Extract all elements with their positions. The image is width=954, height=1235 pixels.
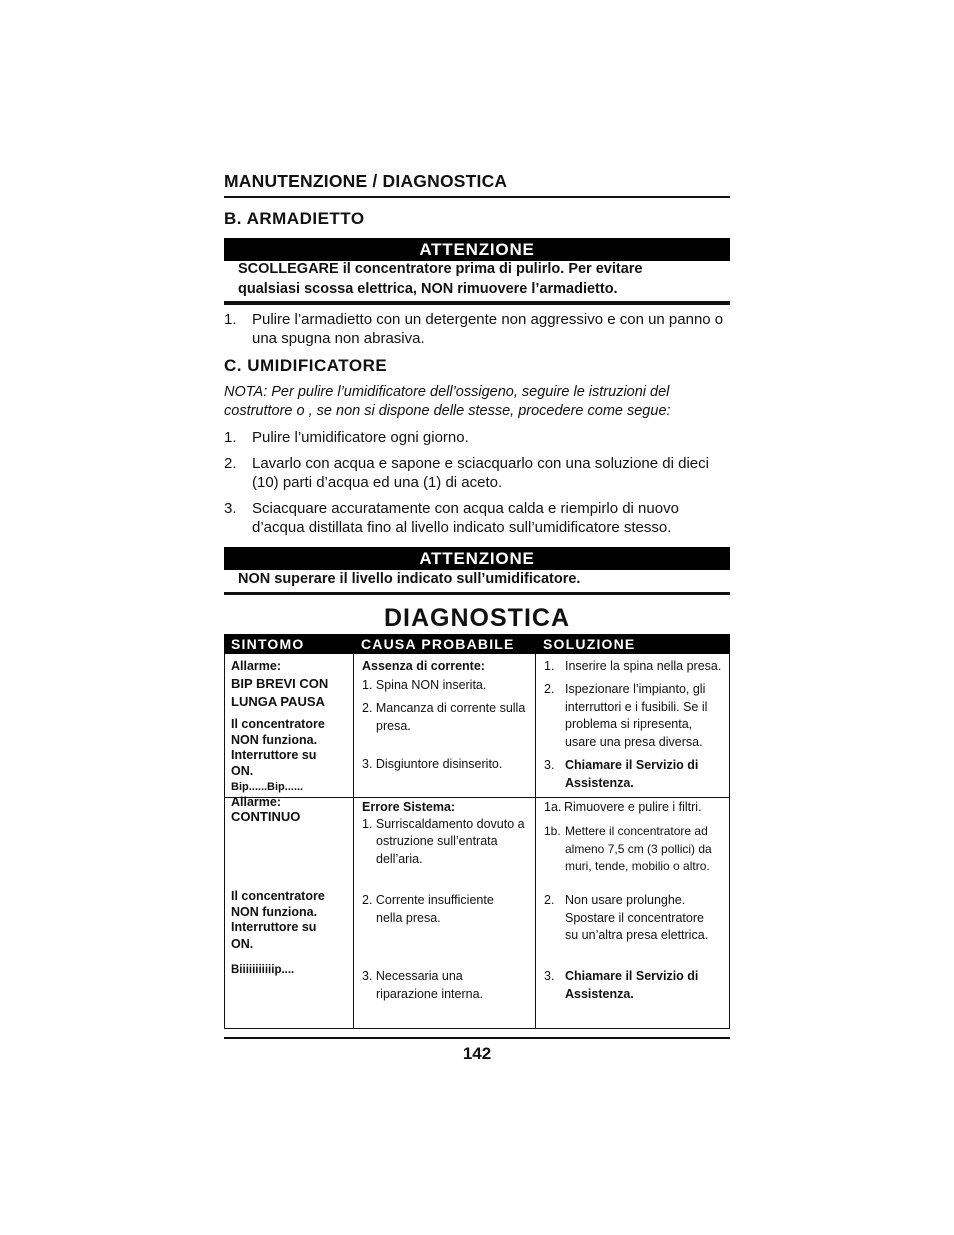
r2-sym-state4: ON.: [231, 937, 254, 951]
warning-b-bold-1: SCOLLEGARE: [238, 261, 339, 277]
item-number: 1.: [224, 311, 237, 328]
r2-sym-type: CONTINUO: [231, 809, 301, 824]
r2-cause-3a: 3. Necessaria una: [362, 969, 463, 983]
solution-text: Chiamare il Servizio di Assistenza.: [565, 969, 699, 1001]
list-item: [224, 499, 730, 539]
item-number: 1.: [224, 429, 237, 446]
header-soluzione: SOLUZIONE: [536, 634, 730, 654]
item-number: 3.: [224, 500, 237, 517]
header-causa: CAUSA PROBABILE: [354, 634, 536, 654]
r1-solution-3: [544, 757, 734, 793]
list-item: [224, 454, 730, 494]
table-divider-1: [353, 654, 354, 1028]
warning-b-text-2b: rimuovere l’armadietto.: [453, 280, 618, 297]
item-number: 2.: [224, 455, 237, 472]
r1-cause-3: 3. Disgiuntore disinserito.: [362, 757, 503, 771]
r1-cause-title: Assenza di corrente:: [362, 659, 485, 673]
r1-sym-sound: Bip......Bip......: [231, 781, 304, 793]
section-b-title: B. ARMADIETTO: [224, 209, 365, 228]
warning-c-rest: superare il livello indicato sull’umidificatore.: [270, 571, 581, 587]
r1-sym-state1: Il concentratore: [231, 717, 325, 731]
r1-sym-type2: LUNGA PAUSA: [231, 694, 325, 709]
solution-text: Non usare prolunghe. Spostare il concentratore su un’altra presa elettrica.: [565, 893, 709, 942]
warning-text-b: [238, 260, 718, 299]
r1-cause-1: 1. Spina NON inserita.: [362, 678, 487, 692]
table-divider-2: [535, 654, 536, 1028]
r1-sym-type1: BIP BREVI CON: [231, 676, 329, 691]
r2-solution-1a: [544, 799, 734, 817]
list-item: [224, 310, 730, 350]
solution-number: 1a.: [544, 800, 562, 814]
solution-number: 1.: [544, 659, 555, 673]
header-rule: [224, 196, 730, 198]
r2-cause-2b: nella presa.: [376, 911, 441, 925]
r1-sym-state2: NON funziona.: [231, 733, 318, 747]
r2-cause-1c: dell’aria.: [376, 852, 423, 866]
diagnostics-table-header: [224, 634, 730, 654]
r2-solution-1b: [544, 823, 734, 877]
table-border-left: [224, 654, 225, 1028]
warning-b-text-2a: qualsiasi scossa elettrica,: [238, 280, 421, 297]
r2-cause-2a: 2. Corrente insufficiente: [362, 893, 494, 907]
r1-cause-2a: 2. Mancanza di corrente sulla: [362, 701, 526, 715]
solution-number: 3.: [544, 969, 555, 983]
warning-banner-c: ATTENZIONE: [224, 547, 730, 570]
r1-sym-state3: Interruttore su: [231, 748, 317, 762]
solution-text: Rimuovere e pulire i filtri.: [564, 800, 702, 814]
r2-sym-state3: Interruttore su: [231, 920, 317, 934]
solution-number: 2.: [544, 893, 555, 907]
r2-solution-3: [544, 968, 734, 1004]
r1-sym-state4: ON.: [231, 764, 254, 778]
r2-cause-title: Errore Sistema:: [362, 800, 456, 814]
section-c-note: NOTA: Per pulire l’umidificatore dell’ossigeno, seguire le istruzioni del costruttore o , se non si dispone delle stesse, procedere come segue:: [224, 384, 671, 419]
r2-solution-2: [544, 892, 734, 946]
warning-b-bold-2: NON: [420, 280, 454, 297]
section-c-title: C. UMIDIFICATORE: [224, 356, 388, 375]
warning-c-bold: NON: [238, 571, 271, 587]
warning-banner-b: ATTENZIONE: [224, 238, 730, 261]
footer-rule: [224, 1037, 730, 1039]
r1-cause-2b: presa.: [376, 719, 411, 733]
item-text: Sciacquare accuratamente con acqua calda e riempirlo di nuovo d’acqua distillata fino al livello indicato sull’umidificatore stesso.: [252, 500, 679, 536]
r2-sym-state1: Il concentratore: [231, 889, 325, 903]
list-item: [224, 428, 730, 448]
r2-cause-1a: 1. Surriscaldamento dovuto a: [362, 817, 525, 831]
header-sintomo: SINTOMO: [224, 634, 354, 654]
item-text: Pulire l’umidificatore ogni giorno.: [252, 429, 469, 446]
warning-c-rule: [224, 592, 730, 595]
r2-cause-1b: ostruzione sull’entrata: [376, 834, 498, 848]
r2-sym-alarm: Allarme:: [231, 795, 282, 809]
r2-sym-state2: NON funziona.: [231, 905, 318, 919]
solution-text: Inserire la spina nella presa.: [565, 659, 722, 673]
solution-number: 3.: [544, 758, 555, 772]
warning-b-rest-1: il concentratore prima di pulirlo. Per evitare: [338, 261, 643, 277]
warning-text-c: [238, 570, 718, 590]
table-row-divider: [224, 797, 730, 798]
r1-solution-1: [544, 658, 734, 676]
item-text: Pulire l’armadietto con un detergente non aggressivo e con un panno o una spugna non abrasiva.: [252, 311, 724, 347]
r2-sym-sound: Biiiiiiiiiiip....: [231, 964, 295, 976]
solution-number: 2.: [544, 682, 555, 696]
page-header-title: MANUTENZIONE / DIAGNOSTICA: [224, 171, 508, 191]
r1-solution-2: [544, 681, 734, 753]
diagnostics-title: DIAGNOSTICA: [384, 604, 570, 632]
solution-text: Ispezionare l’impianto, gli interruttori e i fusibili. Se il problema si ripresenta, usare una presa diversa.: [565, 682, 708, 749]
page-number: 142: [462, 1044, 492, 1063]
solution-text: Chiamare il Servizio di Assistenza.: [565, 758, 699, 790]
solution-text: Mettere il concentratore ad almeno 7,5 cm (3 pollici) da muri, tende, mobilio o altro.: [565, 824, 712, 873]
r1-sym-alarm: Allarme:: [231, 659, 282, 673]
warning-b-rule: [224, 301, 730, 305]
solution-number: 1b.: [544, 824, 561, 838]
r2-cause-3b: riparazione interna.: [376, 987, 484, 1001]
table-border-bottom: [224, 1028, 730, 1029]
item-text: Lavarlo con acqua e sapone e sciacquarlo con una soluzione di dieci (10) parti d’acqua ed una (1) di aceto.: [252, 455, 709, 491]
